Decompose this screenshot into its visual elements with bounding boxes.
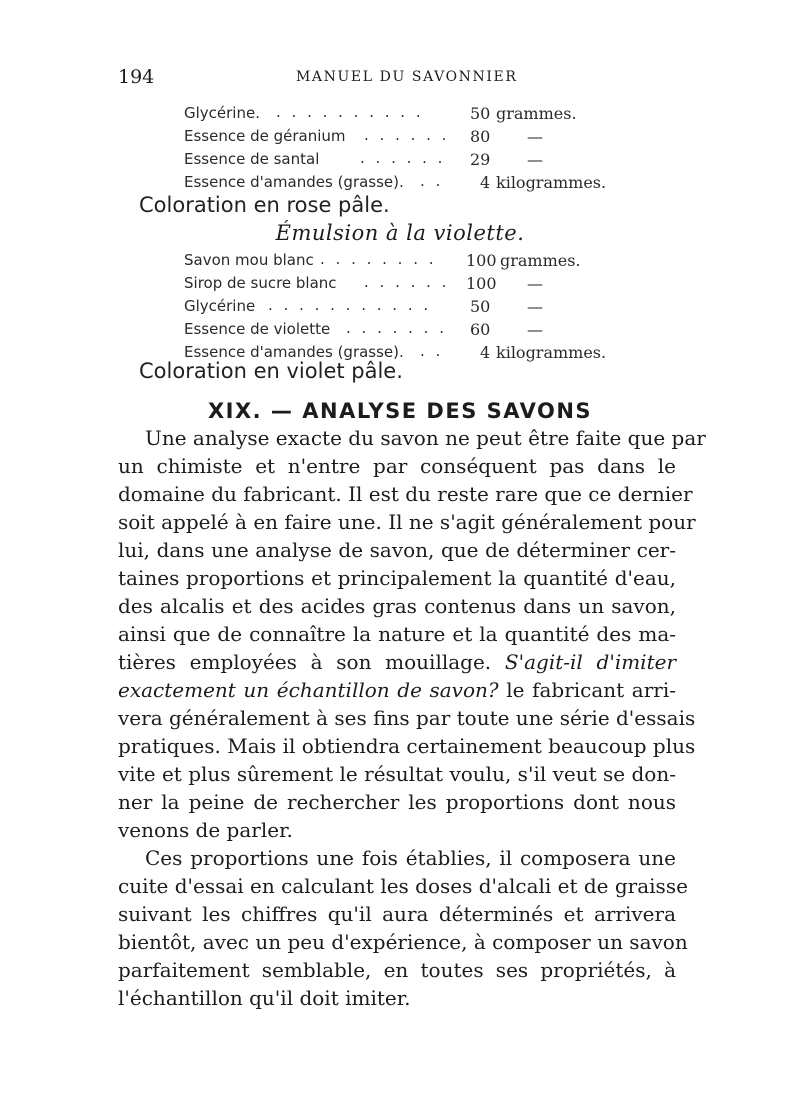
ingredient-unit: kilogrammes. [496, 173, 607, 192]
ingredient-name: Essence d'amandes (grasse). [184, 173, 404, 191]
ingredient-quantity: 50 [470, 297, 491, 316]
ingredient-unit: grammes. [500, 251, 581, 270]
ingredient-name: Essence d'amandes (grasse). [184, 343, 404, 361]
paragraph-line: venons de parler. [118, 818, 293, 842]
paragraph-line: pratiques. Mais il obtiendra certainement beaucoup plus [118, 734, 696, 758]
paragraph-line: ner la peine de rechercher les proportions dont nous [118, 790, 676, 814]
paragraph-line: bientôt, avec un peu d'expérience, à composer un savon [118, 930, 688, 954]
paragraph-line: parfaitement semblable, en toutes ses propriétés, à [118, 958, 676, 982]
ingredient-name: Savon mou blanc [184, 251, 314, 269]
paragraph-line: Une analyse exacte du savon ne peut être faite que par [145, 426, 706, 450]
paragraph-line: un chimiste et n'entre par conséquent pas dans le [118, 454, 676, 478]
coloration-note: Coloration en rose pâle. [139, 193, 390, 217]
ingredient-quantity: 29 [470, 150, 491, 169]
ingredient-unit: — [527, 127, 543, 146]
paragraph-line: vera généralement à ses fins par toute une série d'essais [118, 706, 696, 730]
paragraph-line: lui, dans une analyse de savon, que de déterminer cer- [118, 538, 676, 562]
ingredient-quantity: 80 [470, 127, 491, 146]
recipe-title: Émulsion à la violette. [275, 221, 525, 245]
page-number: 194 [118, 66, 155, 88]
paragraph-line: suivant les chiffres qu'il aura déterminés et arrivera [118, 902, 676, 926]
ingredient-unit: — [527, 274, 543, 293]
ingredient-name: Essence de santal [184, 150, 320, 168]
leader-dots: . . . . . . [360, 149, 446, 167]
page-header [0, 66, 800, 90]
ingredient-quantity: 100 [466, 251, 497, 270]
ingredient-name: Essence de violette [184, 320, 331, 338]
ingredient-name: Glycérine [184, 297, 256, 315]
leader-dots: . . . . . . . . [320, 250, 437, 268]
paragraph-line: domaine du fabricant. Il est du reste rare que ce dernier [118, 482, 693, 506]
ingredient-quantity: 4 [480, 343, 491, 362]
leader-dots: . . [420, 342, 444, 360]
paragraph-line: ainsi que de connaître la nature et la quantité des ma- [118, 622, 676, 646]
leader-dots: . . . . . . [364, 273, 450, 291]
ingredient-unit: — [527, 320, 543, 339]
italic-question: exactement un échantillon de savon? [118, 678, 499, 702]
paragraph-line: Ces proportions une fois établies, il composera une [145, 846, 676, 870]
paragraph-line: des alcalis et des acides gras contenus dans un savon, [118, 594, 676, 618]
paragraph-line: l'échantillon qu'il doit imiter. [118, 986, 411, 1010]
section-heading: XIX. — ANALYSE DES SAVONS [207, 399, 593, 423]
running-title: MANUEL DU SAVONNIER [296, 69, 518, 85]
ingredient-name: Glycérine. [184, 104, 260, 122]
leader-dots: . . . . . . [364, 126, 450, 144]
paragraph-line [118, 650, 676, 674]
paragraph-line [118, 678, 676, 702]
paragraph-line: vite et plus sûrement le résultat voulu, s'il veut se don- [118, 762, 676, 786]
text-run: le fabricant arri- [506, 678, 677, 702]
text-run: tières employées à son mouillage. [118, 650, 492, 674]
ingredient-unit: — [527, 150, 543, 169]
paragraph-line: cuite d'essai en calculant les doses d'alcali et de graisse [118, 874, 688, 898]
ingredient-name: Essence de géranium [184, 127, 346, 145]
italic-question: S'agit-il d'imiter [504, 650, 677, 674]
ingredient-unit: kilogrammes. [496, 343, 607, 362]
leader-dots: . . . . . . . . . . [276, 103, 424, 121]
ingredient-quantity: 60 [470, 320, 491, 339]
paragraph-line: soit appelé à en faire une. Il ne s'agit généralement pour [118, 510, 696, 534]
ingredient-unit: grammes. [496, 104, 577, 123]
leader-dots: . . [420, 172, 444, 190]
paragraph-line: taines proportions et principalement la quantité d'eau, [118, 566, 676, 590]
ingredient-unit: — [527, 297, 543, 316]
ingredient-quantity: 4 [480, 173, 491, 192]
leader-dots: . . . . . . . [346, 319, 447, 337]
ingredient-quantity: 100 [466, 274, 497, 293]
leader-dots: . . . . . . . . . . . [268, 296, 432, 314]
ingredient-name: Sirop de sucre blanc [184, 274, 337, 292]
ingredient-quantity: 50 [470, 104, 491, 123]
coloration-note: Coloration en violet pâle. [139, 359, 403, 383]
